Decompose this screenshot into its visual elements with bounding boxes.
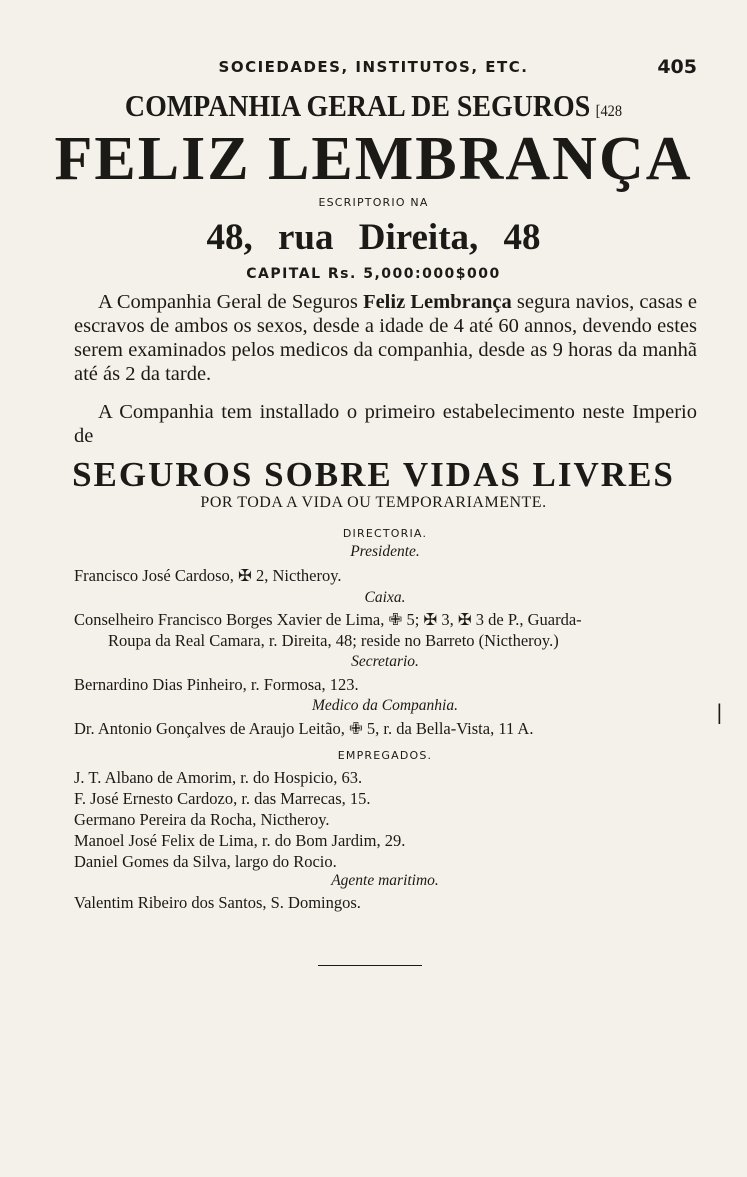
role-doctor: Medico da Companhia. [312,697,458,714]
margin-mark: | [716,700,723,724]
section-header: SOCIEDADES, INSTITUTOS, ETC. [218,58,529,76]
paragraph-insurance [74,290,697,386]
paragraph-insurance-start: A Companhia Geral de Seguros [98,291,364,313]
role-president: Presidente. [350,543,420,560]
closing-rule [318,965,422,966]
employee-item: Germano Pereira da Rocha, Nictheroy. [74,810,330,829]
employee-item: J. T. Albano de Amorim, r. do Hospicio, 63. [74,768,363,787]
company-name: FELIZ LEMBRANÇA [54,125,693,193]
role-caixa: Caixa. [364,589,406,606]
banner-title: SEGUROS SOBRE VIDAS LIVRES [72,455,675,494]
company-line-text: COMPANHIA GERAL DE SEGUROS [124,88,591,123]
employee-item: Manoel José Felix de Lima, r. do Bom Jardim, 29. [74,831,406,850]
paragraph-establishment-text: A Companhia tem installado o primeiro estabelecimento neste Imperio de [74,401,697,447]
company-name-inline: Feliz Lembrança [363,291,512,313]
paragraph-insurance-rest: segura navios, casas e escravos de ambos os sexos, desde a idade de 4 até 60 annos, devendo estes serem examinados pelos medicos da companhia, desde as 9 horas da manhã até ás 2 da tarde. [74,291,697,385]
entry-maritime-agent: Valentim Ribeiro dos Santos, S. Domingos. [74,893,361,912]
entry-caixa-line1: Conselheiro Francisco Borges Xavier de Lima, ✙ 5; ✠ 3, ✠ 3 de P., Guarda- [74,610,582,629]
employees-heading: EMPREGADOS. [337,749,433,762]
employee-item: Daniel Gomes da Silva, largo do Rocio. [74,852,337,871]
office-label: ESCRIPTORIO NA [318,196,429,209]
role-maritime-agent: Agente maritimo. [331,872,439,889]
page-number: 405 [657,56,697,78]
entry-doctor: Dr. Antonio Gonçalves de Araujo Leitão, ✙ 5, r. da Bella-Vista, 11 A. [74,719,534,738]
directory-heading: DIRECTORIA. [342,527,428,540]
banner-subtitle: POR TODA A VIDA OU TEMPORARIAMENTE. [200,494,547,511]
company-capital: CAPITAL Rs. 5,000:000$000 [246,266,501,282]
employee-item: F. José Ernesto Cardozo, r. das Marrecas, 15. [74,789,371,808]
company-line [37,88,709,124]
role-secretary: Secretario. [351,653,419,670]
reference-mark: [428 [595,103,623,120]
paragraph-establishment [74,400,697,448]
company-address: 48, rua Direita, 48 [206,217,541,258]
entry-president: Francisco José Cardoso, ✠ 2, Nictheroy. [74,566,342,585]
entry-caixa-line2: Roupa da Real Camara, r. Direita, 48; reside no Barreto (Nictheroy.) [108,631,559,650]
entry-secretary: Bernardino Dias Pinheiro, r. Formosa, 123. [74,675,359,694]
